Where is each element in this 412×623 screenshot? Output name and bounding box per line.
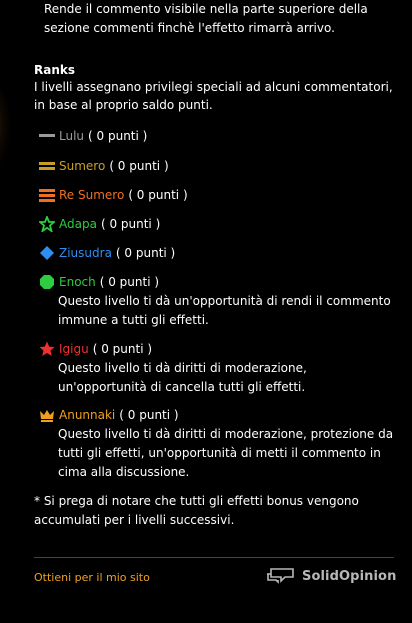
solidopinion-logo-icon xyxy=(266,566,296,587)
rank-name: Lulu xyxy=(59,129,85,143)
rank-igigu xyxy=(38,340,394,397)
rank-name: Re Sumero xyxy=(59,188,125,202)
rank-name: Ziusudra xyxy=(59,246,112,260)
rank-name: Anunnaki xyxy=(59,408,116,422)
effect-description: Rende il commento visibile nella parte superiore della sezione commenti finchè l'effetto rimarrà arrivo. xyxy=(44,2,368,35)
rank-enoch xyxy=(38,273,394,330)
solidopinion-brand[interactable] xyxy=(266,566,396,587)
double-bar-icon xyxy=(38,158,55,175)
ranks-title: Ranks xyxy=(34,63,76,77)
crown-icon xyxy=(38,407,55,424)
rank-anunnaki xyxy=(38,406,394,482)
rank-name: Enoch xyxy=(59,275,96,289)
diamond-icon xyxy=(38,245,55,262)
single-bar-icon xyxy=(38,128,55,145)
rank-points: ( 0 punti ) xyxy=(119,408,179,422)
rank-points: ( 0 punti ) xyxy=(100,217,161,231)
rank-name: Sumero xyxy=(59,159,106,173)
rank-points: ( 0 punti ) xyxy=(128,188,188,202)
rank-points: ( 0 punti ) xyxy=(109,159,169,173)
ranks-intro: I livelli assegnano privilegi speciali ad alcuni commentatori, in base al proprio saldo punti. xyxy=(34,80,393,112)
rank-name: Igigu xyxy=(59,342,89,356)
rank-points: ( 0 punti ) xyxy=(92,342,153,356)
divider xyxy=(34,557,394,558)
gem-icon xyxy=(38,274,55,291)
rank-ziusudra xyxy=(38,244,394,262)
star-outline-icon xyxy=(38,216,55,233)
rank-description: Questo livello ti dà un'opportunità di rendi il commento immune a tutti gli effetti. xyxy=(58,294,391,327)
rank-lulu xyxy=(38,127,394,145)
rank-re-sumero xyxy=(38,186,394,204)
star-icon xyxy=(38,341,55,358)
rank-points: ( 0 punti ) xyxy=(88,129,148,143)
get-for-my-site-link[interactable]: Ottieni per il mio sito xyxy=(34,571,150,584)
triple-bar-icon xyxy=(38,187,55,204)
rank-points: ( 0 punti ) xyxy=(115,246,176,260)
background-glow xyxy=(0,80,10,170)
ranks-panel xyxy=(10,0,402,623)
rank-description: Questo livello ti dà diritti di moderazione, protezione da tutti gli effetti, un'opportunità di metti il commento in cima alla discussione. xyxy=(58,427,394,479)
footnote: * Si prega di notare che tutti gli effetti bonus vengono accumulati per i livelli successivi. xyxy=(34,494,359,527)
rank-description: Questo livello ti dà diritti di moderazione, un'opportunità di cancella tutti gli effetti. xyxy=(58,361,307,394)
rank-adapa xyxy=(38,215,394,233)
rank-sumero xyxy=(38,157,394,175)
brand-name: SolidOpinion xyxy=(302,569,397,584)
rank-points: ( 0 punti ) xyxy=(99,275,160,289)
rank-name: Adapa xyxy=(59,217,97,231)
